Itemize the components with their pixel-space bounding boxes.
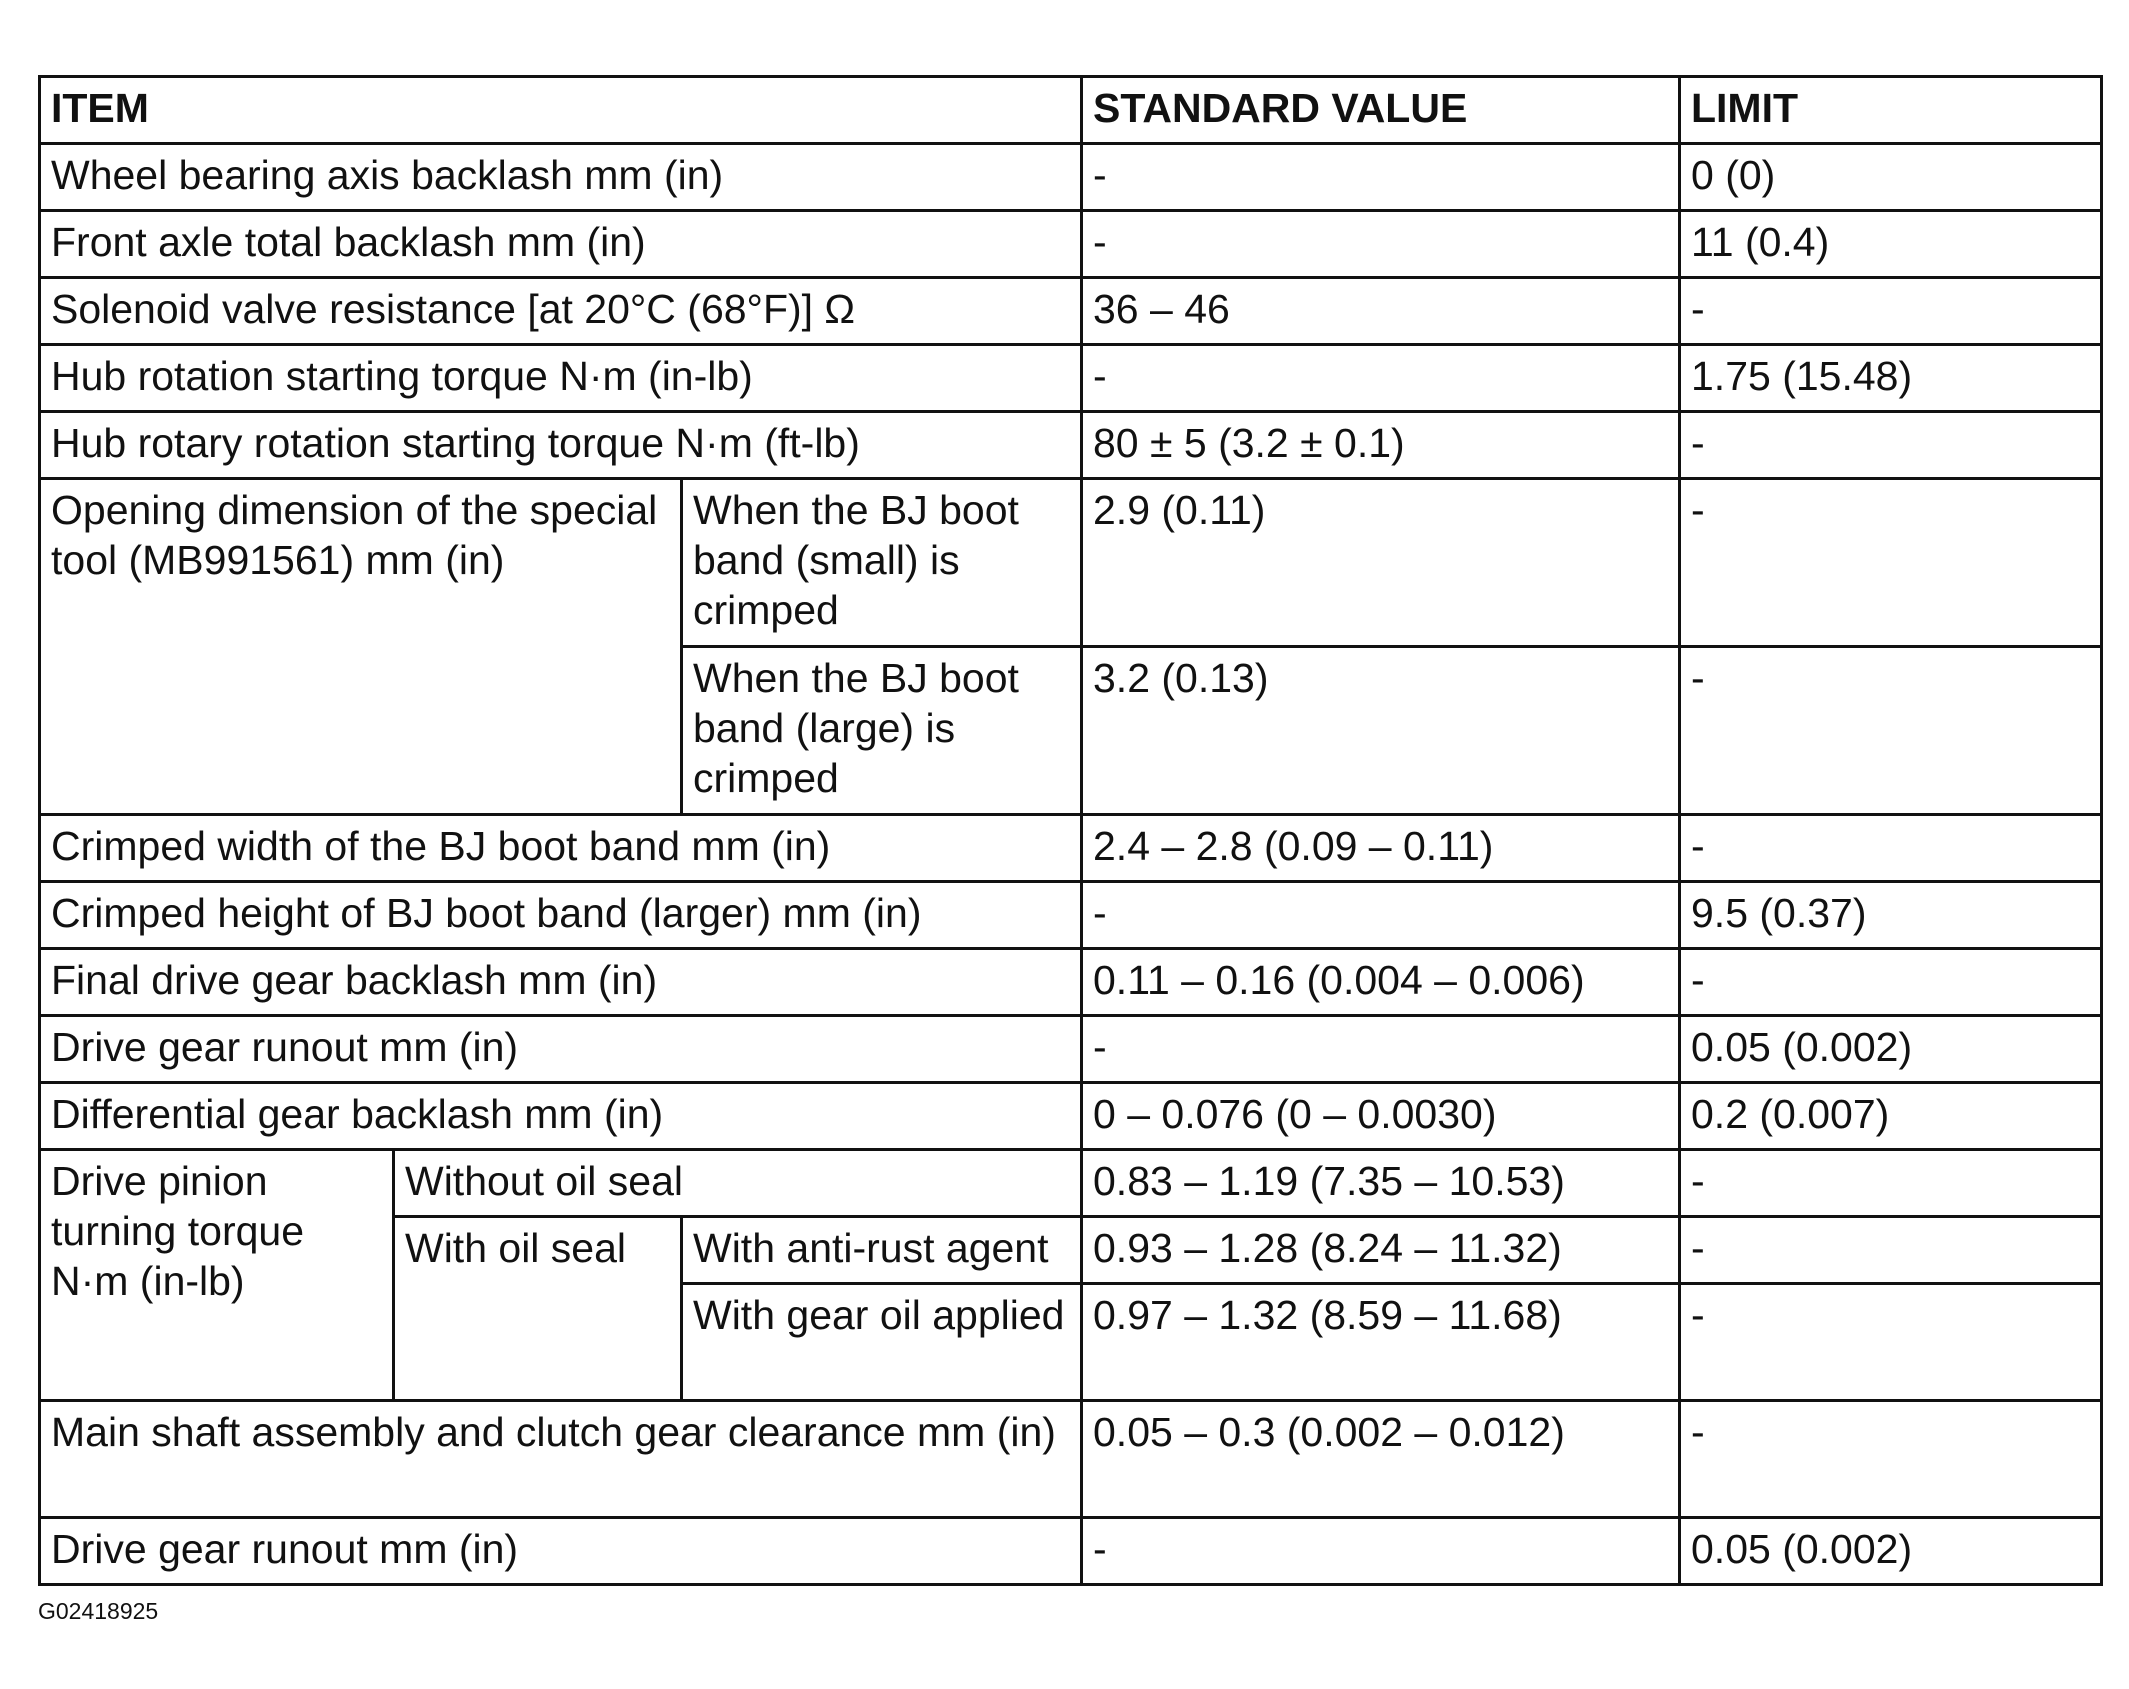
row-limit: - (1680, 815, 2102, 882)
row-sub-condition: With anti-rust agent (682, 1217, 1082, 1284)
table-header-row (40, 77, 2102, 144)
table-row (40, 1016, 2102, 1083)
row-item: Front axle total backlash mm (in) (40, 211, 1082, 278)
row-standard-value: - (1082, 345, 1680, 412)
row-standard-value: 0.97 – 1.32 (8.59 – 11.68) (1082, 1284, 1680, 1401)
row-item: Drive gear runout mm (in) (40, 1016, 1082, 1083)
row-item: Differential gear backlash mm (in) (40, 1083, 1082, 1150)
header-standard-value: STANDARD VALUE (1082, 77, 1680, 144)
row-sub-condition: With gear oil applied (682, 1284, 1082, 1401)
row-standard-value: - (1082, 144, 1680, 211)
row-item: Crimped height of BJ boot band (larger) mm (in) (40, 882, 1082, 949)
row-limit: 0.05 (0.002) (1680, 1016, 2102, 1083)
row-item: Final drive gear backlash mm (in) (40, 949, 1082, 1016)
row-item: Solenoid valve resistance [at 20°C (68°F)] Ω (40, 278, 1082, 345)
table-row (40, 949, 2102, 1016)
row-standard-value: - (1082, 211, 1680, 278)
row-item: Drive gear runout mm (in) (40, 1518, 1082, 1585)
row-standard-value: - (1082, 1518, 1680, 1585)
row-condition: When the BJ boot band (large) is crimped (682, 647, 1082, 815)
row-limit: 0 (0) (1680, 144, 2102, 211)
header-item: ITEM (40, 77, 1082, 144)
row-limit: 1.75 (15.48) (1680, 345, 2102, 412)
table-row (40, 278, 2102, 345)
row-limit: - (1680, 1217, 2102, 1284)
row-limit: - (1680, 1284, 2102, 1401)
row-condition: With oil seal (394, 1217, 682, 1401)
row-item: Opening dimension of the special tool (MB991561) mm (in) (40, 479, 682, 815)
row-limit: - (1680, 1150, 2102, 1217)
row-standard-value: 3.2 (0.13) (1082, 647, 1680, 815)
row-limit: - (1680, 647, 2102, 815)
row-standard-value: 2.9 (0.11) (1082, 479, 1680, 647)
header-limit: LIMIT (1680, 77, 2102, 144)
table-row (40, 882, 2102, 949)
table-row (40, 1518, 2102, 1585)
row-standard-value: 0.05 – 0.3 (0.002 – 0.012) (1082, 1401, 1680, 1518)
table-row (40, 144, 2102, 211)
row-limit: 9.5 (0.37) (1680, 882, 2102, 949)
row-limit: - (1680, 412, 2102, 479)
row-condition: Without oil seal (394, 1150, 1082, 1217)
row-standard-value: 80 ± 5 (3.2 ± 0.1) (1082, 412, 1680, 479)
row-standard-value: 36 – 46 (1082, 278, 1680, 345)
row-standard-value: 0.83 – 1.19 (7.35 – 10.53) (1082, 1150, 1680, 1217)
row-item: Hub rotary rotation starting torque N·m (ft-lb) (40, 412, 1082, 479)
row-standard-value: 0.93 – 1.28 (8.24 – 11.32) (1082, 1217, 1680, 1284)
row-limit: - (1680, 1401, 2102, 1518)
row-standard-value: - (1082, 1016, 1680, 1083)
row-limit: - (1680, 278, 2102, 345)
row-limit: 0.2 (0.007) (1680, 1083, 2102, 1150)
table-row (40, 479, 2102, 647)
row-item: Crimped width of the BJ boot band mm (in) (40, 815, 1082, 882)
row-standard-value: - (1082, 882, 1680, 949)
table-row (40, 1401, 2102, 1518)
row-limit: 11 (0.4) (1680, 211, 2102, 278)
table-row (40, 1083, 2102, 1150)
row-item: Wheel bearing axis backlash mm (in) (40, 144, 1082, 211)
row-condition: When the BJ boot band (small) is crimped (682, 479, 1082, 647)
figure-id: G02418925 (38, 1598, 159, 1624)
specification-table (38, 75, 2103, 1586)
table-row (40, 1150, 2102, 1217)
row-limit: 0.05 (0.002) (1680, 1518, 2102, 1585)
row-limit: - (1680, 949, 2102, 1016)
row-standard-value: 0.11 – 0.16 (0.004 – 0.006) (1082, 949, 1680, 1016)
table-row (40, 345, 2102, 412)
table-row (40, 211, 2102, 278)
row-item: Hub rotation starting torque N·m (in-lb) (40, 345, 1082, 412)
table-row (40, 412, 2102, 479)
row-item: Main shaft assembly and clutch gear clearance mm (in) (40, 1401, 1082, 1518)
table-row (40, 815, 2102, 882)
row-standard-value: 2.4 – 2.8 (0.09 – 0.11) (1082, 815, 1680, 882)
row-limit: - (1680, 479, 2102, 647)
row-item: Drive pinion turning torque N·m (in-lb) (40, 1150, 394, 1401)
row-standard-value: 0 – 0.076 (0 – 0.0030) (1082, 1083, 1680, 1150)
